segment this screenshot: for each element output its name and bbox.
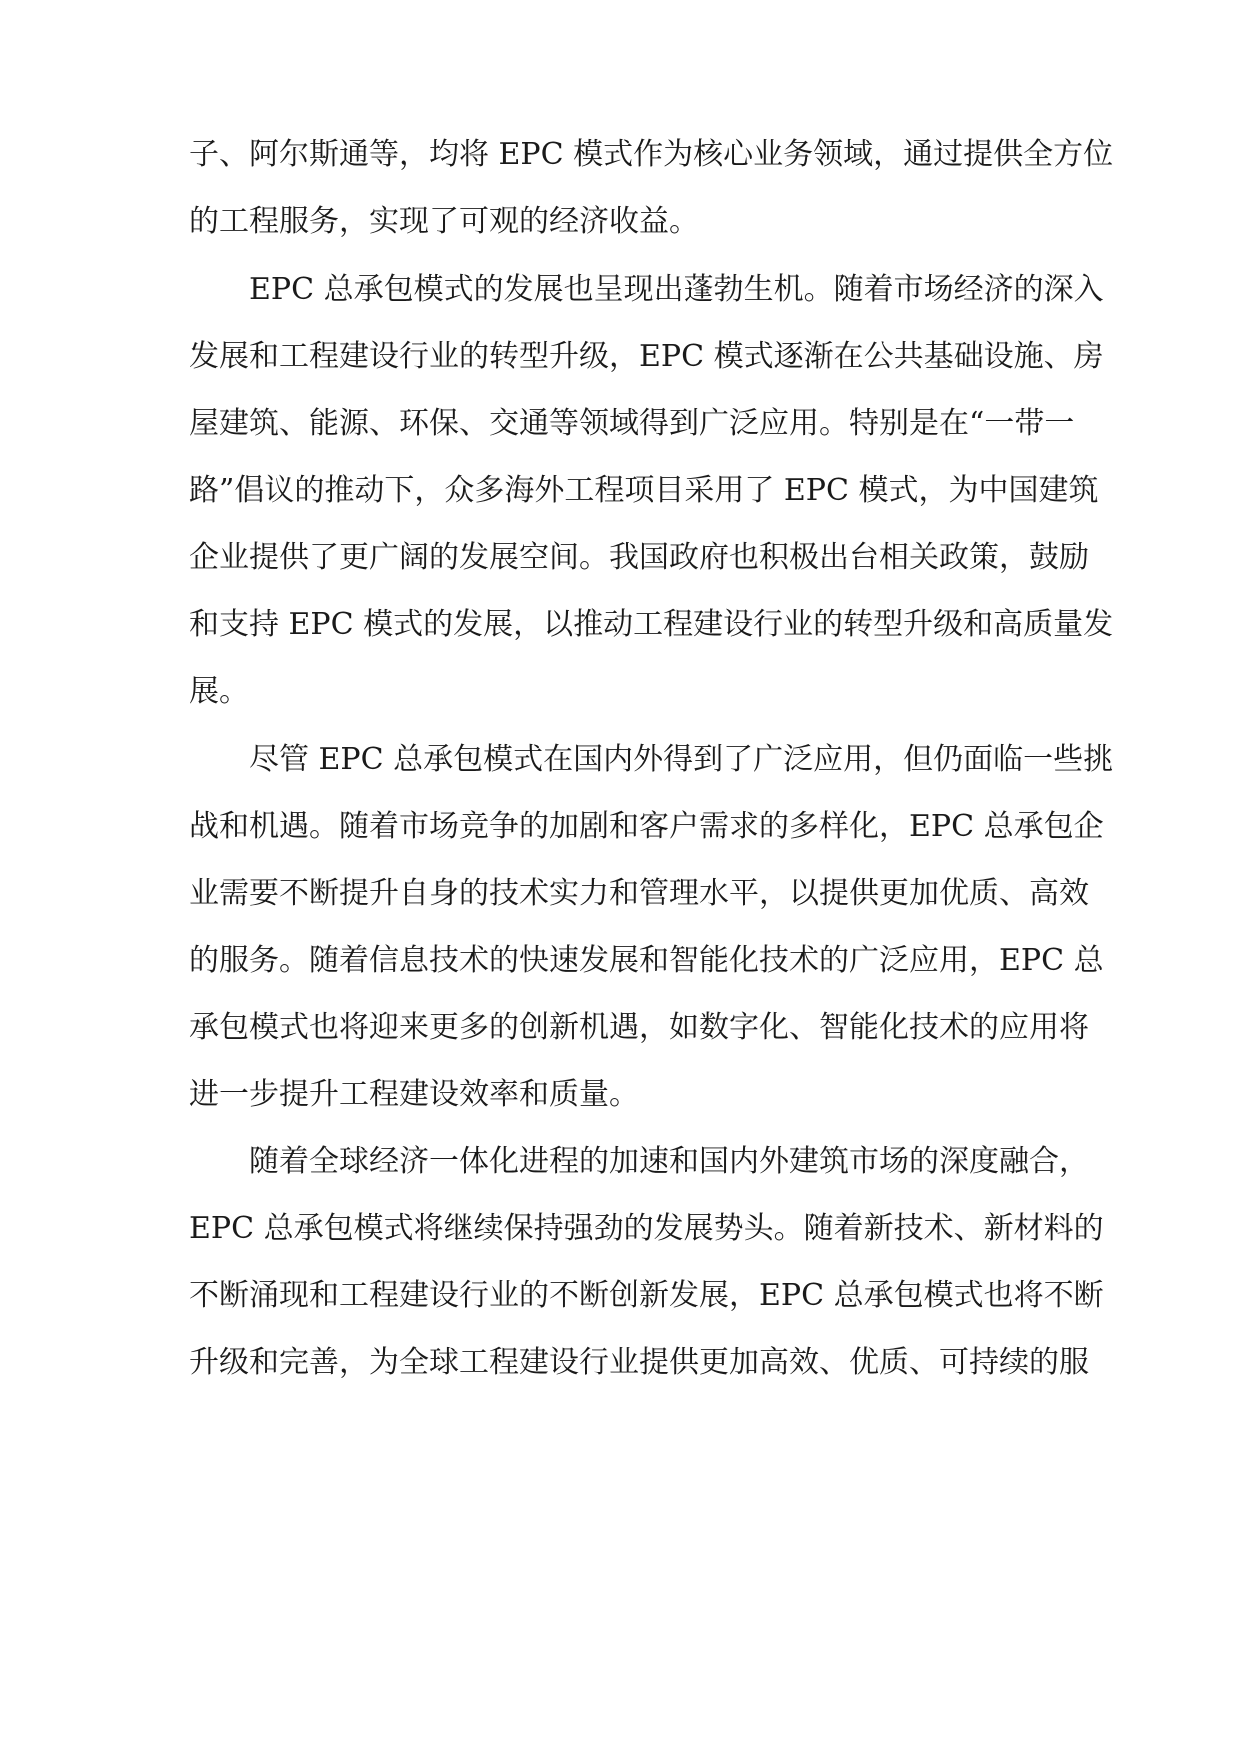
text-line: 的服务。随着信息技术的快速发展和智能化技术的广泛应用，EPC 总 — [189, 943, 1104, 978]
text-line: 进一步提升工程建设效率和质量。 — [189, 1077, 639, 1112]
text-line: 发展和工程建设行业的转型升级，EPC 模式逐渐在公共基础设施、房 — [189, 339, 1104, 374]
text-line: EPC 总承包模式将继续保持强劲的发展势头。随着新技术、新材料的 — [189, 1211, 1104, 1246]
text-line: 路”倡议的推动下，众多海外工程项目采用了 EPC 模式，为中国建筑 — [189, 473, 1099, 508]
text-line: 战和机遇。随着市场竞争的加剧和客户需求的多样化，EPC 总承包企 — [189, 809, 1104, 844]
text-line: 的工程服务，实现了可观的经济收益。 — [189, 204, 699, 239]
text-line: 业需要不断提升自身的技术实力和管理水平，以提供更加优质、高效 — [189, 876, 1089, 911]
text-line: 屋建筑、能源、环保、交通等领域得到广泛应用。特别是在“一带一 — [189, 406, 1075, 441]
paragraph-start-line: EPC 总承包模式的发展也呈现出蓬勃生机。随着市场经济的深入 — [249, 272, 1104, 307]
text-line: 升级和完善，为全球工程建设行业提供更加高效、优质、可持续的服 — [189, 1345, 1089, 1380]
text-line: 和支持 EPC 模式的发展，以推动工程建设行业的转型升级和高质量发 — [189, 607, 1114, 642]
text-line: 子、阿尔斯通等，均将 EPC 模式作为核心业务领域，通过提供全方位 — [189, 137, 1114, 172]
text-line: 企业提供了更广阔的发展空间。我国政府也积极出台相关政策，鼓励 — [189, 540, 1089, 575]
text-line: 不断涌现和工程建设行业的不断创新发展，EPC 总承包模式也将不断 — [189, 1278, 1104, 1313]
paragraph-start-line: 随着全球经济一体化进程的加速和国内外建筑市场的深度融合， — [249, 1144, 1089, 1179]
paragraph-start-line: 尽管 EPC 总承包模式在国内外得到了广泛应用，但仍面临一些挑 — [249, 742, 1114, 777]
text-line: 展。 — [189, 674, 249, 709]
text-line: 承包模式也将迎来更多的创新机遇，如数字化、智能化技术的应用将 — [189, 1010, 1089, 1045]
